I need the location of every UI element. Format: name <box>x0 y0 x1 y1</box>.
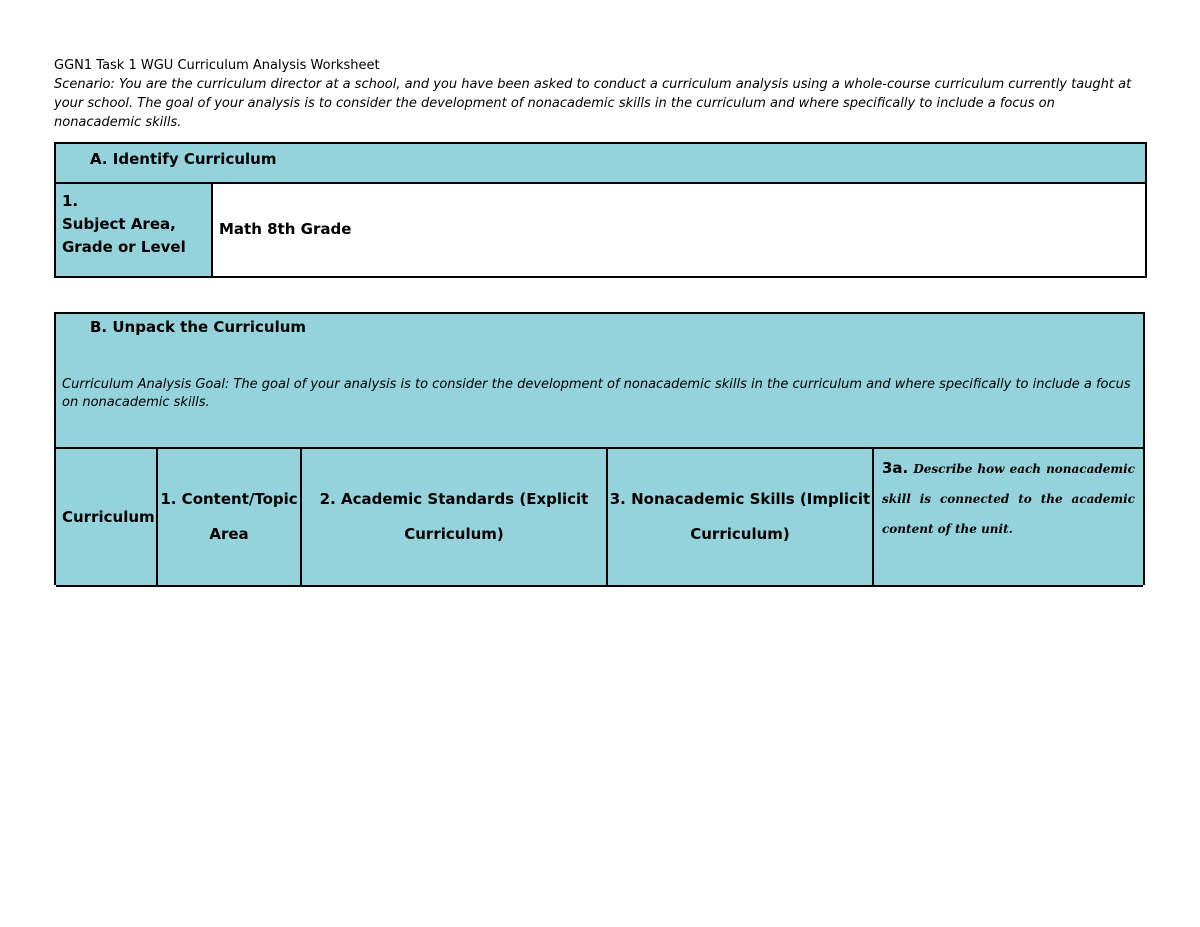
document-title: GGN1 Task 1 WGU Curriculum Analysis Worksheet <box>54 58 380 73</box>
subject-area-label-cell <box>56 184 213 276</box>
column-header-nonacademic-skills: 3. Nonacademic Skills (Implicit Curriculum) <box>606 449 872 585</box>
subject-area-value: Math 8th Grade <box>219 220 352 238</box>
describe-text: Describe how each nonacademic skill is connected to the academic content of the unit. <box>882 462 1135 536</box>
curriculum-analysis-goal: Curriculum Analysis Goal: The goal of your analysis is to consider the development of nonacademic skills in the curriculum and where specifically to include a focus on nonacademic skills. <box>62 377 1131 410</box>
column-header-content-topic: 1. Content/Topic Area <box>156 449 300 585</box>
label-number: 1. <box>62 192 79 210</box>
section-a-heading: A. Identify Curriculum <box>90 150 277 168</box>
subject-area-value-cell[interactable] <box>213 184 1145 276</box>
column-header-curriculum: Curriculum <box>62 507 155 526</box>
identify-curriculum-table <box>54 142 1147 278</box>
unpack-curriculum-table <box>54 312 1145 585</box>
column-header-academic-standards: 2. Academic Standards (Explicit Curriculum) <box>300 449 606 585</box>
section-b-heading: B. Unpack the Curriculum <box>90 318 307 336</box>
describe-lead: 3a. <box>882 459 909 477</box>
subject-area-label <box>62 190 186 259</box>
scenario-text: Scenario: You are the curriculum director at a school, and you have been asked to conduct a curriculum analysis using a whole-course curriculum currently taught at your school. The goal of your analysis is to consider the development of nonacademic skills in the curriculum and where specifically to include a focus on nonacademic skills. <box>54 77 1132 130</box>
column-header-describe-connection <box>872 449 1143 585</box>
identify-curriculum-header <box>56 144 1145 184</box>
label-line-2: Grade or Level <box>62 238 186 256</box>
column-header-row <box>56 447 1143 587</box>
label-line-1: Subject Area, <box>62 215 176 233</box>
